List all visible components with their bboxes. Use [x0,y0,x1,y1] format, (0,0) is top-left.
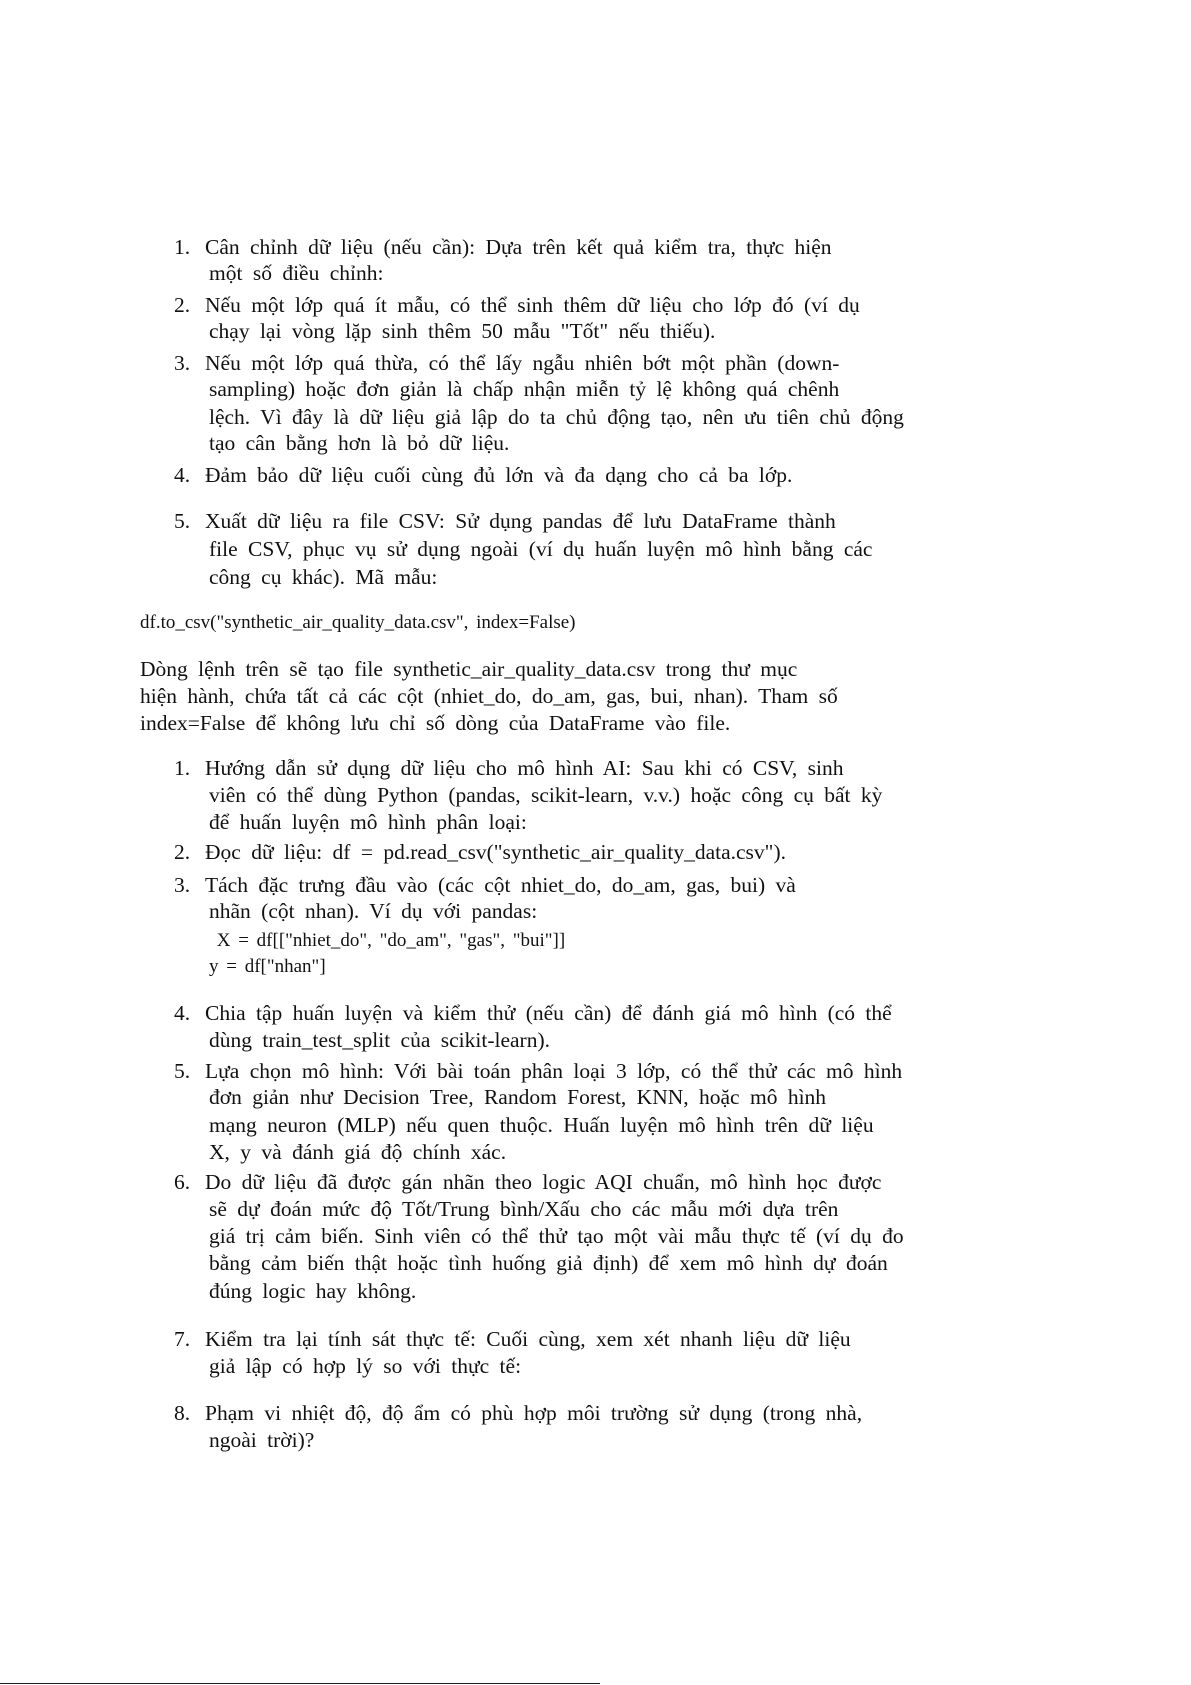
list-number: 8. [174,1401,191,1425]
list-item-line: tạo cân bằng hơn là bỏ dữ liệu. [209,431,510,455]
code-sample: df.to_csv("synthetic_air_quality_data.csv", index=False) [140,612,576,633]
paragraph-line: index=False để không lưu chỉ số dòng của DataFrame vào file. [140,711,731,735]
list-item-line: nhãn (cột nhan). Ví dụ với pandas: [209,899,538,923]
list-number: 2. [174,840,191,864]
list-item-line: Nếu một lớp quá ít mẫu, có thể sinh thêm dữ liệu cho lớp đó (ví dụ [205,293,860,317]
list-item-line: mạng neuron (MLP) nếu quen thuộc. Huấn luyện mô hình trên dữ liệu [209,1113,874,1137]
list-number: 4. [174,463,191,487]
code-line: X = df[["nhiet_do", "do_am", "gas", "bui"]] [209,930,566,951]
list-item-line: chạy lại vòng lặp sinh thêm 50 mẫu "Tốt" nếu thiếu). [209,319,716,343]
list-item-line: đúng logic hay không. [209,1279,417,1303]
list-item-line: Chia tập huấn luyện và kiểm thử (nếu cần) để đánh giá mô hình (có thể [205,1001,892,1025]
list-item-line: viên có thể dùng Python (pandas, scikit-learn, v.v.) hoặc công cụ bất kỳ [209,783,883,807]
list-item-line: sẽ dự đoán mức độ Tốt/Trung bình/Xấu cho các mẫu mới dựa trên [209,1197,839,1221]
list-number: 1. [174,756,191,780]
list-item-line: một số điều chỉnh: [209,261,384,285]
code-line: y = df["nhan"] [209,956,326,977]
list-number: 3. [174,351,191,375]
list-item-line: giá trị cảm biến. Sinh viên có thể thử tạo một vài mẫu thực tế (ví dụ đo [209,1224,904,1248]
list-item-line: để huấn luyện mô hình phân loại: [209,810,527,834]
list-item-line: Cân chỉnh dữ liệu (nếu cần): Dựa trên kết quả kiểm tra, thực hiện [205,235,832,259]
paragraph-line: hiện hành, chứa tất cả các cột (nhiet_do, do_am, gas, bui, nhan). Tham số [140,684,838,708]
list-item-line: Tách đặc trưng đầu vào (các cột nhiet_do, do_am, gas, bui) và [205,873,796,897]
list-item-line: sampling) hoặc đơn giản là chấp nhận miễn tỷ lệ không quá chênh [209,377,840,401]
list-item-line: ngoài trời)? [209,1428,315,1452]
list-item-line: lệch. Vì đây là dữ liệu giả lập do ta chủ động tạo, nên ưu tiên chủ động [209,405,904,429]
list-number: 6. [174,1170,191,1194]
list-number: 3. [174,873,191,897]
list-item-line: dùng train_test_split của scikit-learn). [209,1028,550,1052]
list-number: 2. [174,293,191,317]
list-number: 5. [174,509,191,533]
list-item-line: Lựa chọn mô hình: Với bài toán phân loại 3 lớp, có thể thử các mô hình [205,1059,903,1083]
list-item-line: file CSV, phục vụ sử dụng ngoài (ví dụ huấn luyện mô hình bằng các [209,537,873,561]
list-item-line: giả lập có hợp lý so với thực tế: [209,1354,522,1378]
list-item-line: Do dữ liệu đã được gán nhãn theo logic AQI chuẩn, mô hình học được [205,1170,882,1194]
paragraph-line: Dòng lệnh trên sẽ tạo file synthetic_air_quality_data.csv trong thư mục [140,657,798,681]
list-number: 1. [174,235,191,259]
list-item-line: bằng cảm biến thật hoặc tình huống giả định) để xem mô hình dự đoán [209,1251,888,1275]
list-item-line: Hướng dẫn sử dụng dữ liệu cho mô hình AI: Sau khi có CSV, sinh [205,756,844,780]
list-item-line: đơn giản như Decision Tree, Random Forest, KNN, hoặc mô hình [209,1085,827,1109]
list-number: 7. [174,1327,191,1351]
list-item-line: Nếu một lớp quá thừa, có thể lấy ngẫu nhiên bớt một phần (down- [205,351,840,375]
list-number: 4. [174,1001,191,1025]
footnote-rule [0,1683,600,1684]
list-item-line: Đảm bảo dữ liệu cuối cùng đủ lớn và đa dạng cho cả ba lớp. [205,463,793,487]
list-item-line: Kiểm tra lại tính sát thực tế: Cuối cùng, xem xét nhanh liệu dữ liệu [205,1327,851,1351]
list-item-line: Xuất dữ liệu ra file CSV: Sử dụng pandas để lưu DataFrame thành [205,509,836,533]
list-item-line: X, y và đánh giá độ chính xác. [209,1140,507,1164]
list-number: 5. [174,1059,191,1083]
list-item-line: công cụ khác). Mã mẫu: [209,565,438,589]
list-item-line: Đọc dữ liệu: df = pd.read_csv("synthetic_air_quality_data.csv"). [205,840,786,864]
list-item-line: Phạm vi nhiệt độ, độ ẩm có phù hợp môi trường sử dụng (trong nhà, [205,1401,863,1425]
